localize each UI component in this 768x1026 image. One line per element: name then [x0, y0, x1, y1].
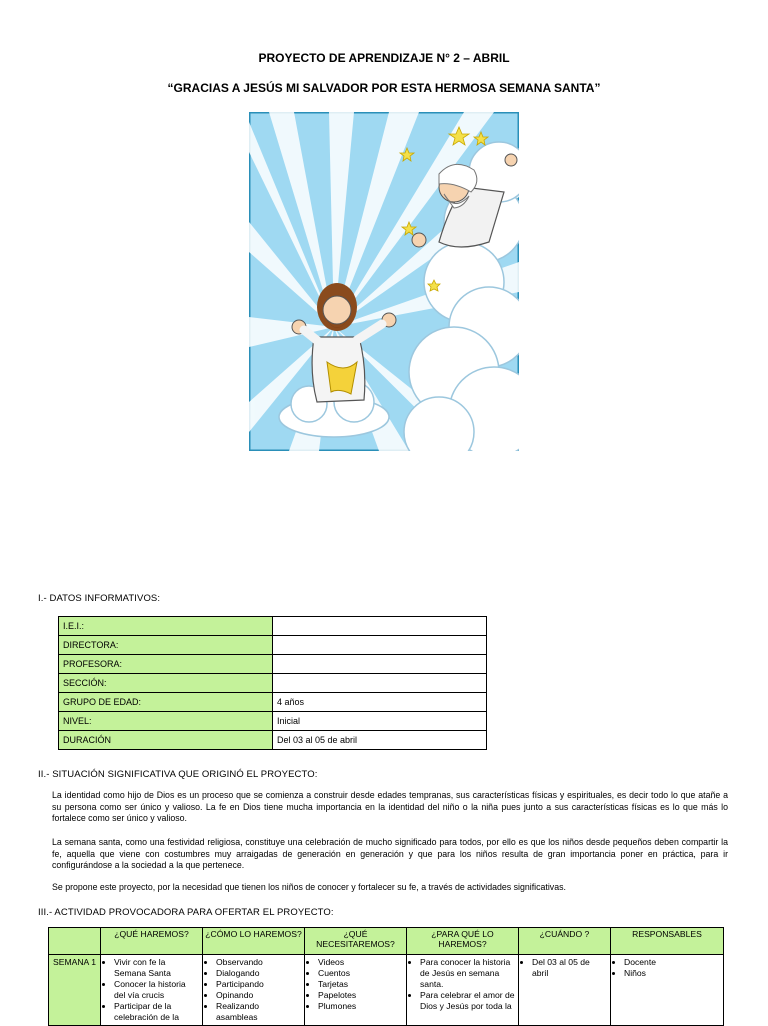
row-value — [273, 655, 487, 674]
list-item: • Participar de la celebración de la — [114, 1001, 199, 1023]
column-header — [49, 928, 101, 955]
list-item: • Cuentos — [318, 968, 403, 979]
row-value: Inicial — [273, 712, 487, 731]
situacion-paragraph-2: La semana santa, como una festividad religiosa, constituye una celebración de mucho significado para todos, por ello es que los niños desde pequeños deben compartir la fe, aquella que viene con costumbres muy arraigadas de generación en generación y que para los niños resulta de gran importancia poner en práctica, para ir configurándose a la sociedad a la que pertenece. — [52, 837, 728, 870]
list-item: • Dialogando — [216, 968, 301, 979]
row-value — [273, 617, 487, 636]
row-label: GRUPO DE EDAD: — [59, 693, 273, 712]
column-header: ¿CUÁNDO ? — [519, 928, 611, 955]
como-lo-haremos-cell — [203, 955, 305, 1026]
list-item: • Niños — [624, 968, 720, 979]
list-item: • Participando — [216, 979, 301, 990]
list-item: • Videos — [318, 957, 403, 968]
table-row — [59, 655, 487, 674]
list-item: • Observando — [216, 957, 301, 968]
table-row — [59, 674, 487, 693]
column-header: ¿CÓMO LO HAREMOS? — [203, 928, 305, 955]
table-row — [59, 636, 487, 655]
list-item: • Para conocer la historia de Jesús en semana santa. — [420, 957, 515, 990]
table-row — [59, 693, 487, 712]
row-label: I.E.I.: — [59, 617, 273, 636]
table-header-row — [49, 928, 724, 955]
document-subtitle: “GRACIAS A JESÚS MI SALVADOR POR ESTA HERMOSA SEMANA SANTA” — [167, 81, 601, 95]
column-header: RESPONSABLES — [611, 928, 724, 955]
list-item: • Realizando asambleas — [216, 1001, 301, 1023]
document-title: PROYECTO DE APRENDIZAJE N° 2 – ABRIL — [258, 51, 510, 65]
row-label: NIVEL: — [59, 712, 273, 731]
section-situacion-heading: II.- SITUACIÓN SIGNIFICATIVA QUE ORIGINÓ EL PROYECTO: — [38, 769, 318, 780]
row-label: SECCIÓN: — [59, 674, 273, 693]
row-value — [273, 636, 487, 655]
column-header: ¿PARA QUÉ LO HAREMOS? — [407, 928, 519, 955]
que-haremos-cell — [101, 955, 203, 1026]
list-item: • Docente — [624, 957, 720, 968]
para-que-cell — [407, 955, 519, 1026]
row-value — [273, 674, 487, 693]
table-row — [59, 712, 487, 731]
list-item: • Opinando — [216, 990, 301, 1001]
list-item: • Plumones — [318, 1001, 403, 1012]
list-item: • Del 03 al 05 de abril — [532, 957, 607, 979]
table-row — [49, 955, 724, 1026]
row-label: PROFESORA: — [59, 655, 273, 674]
semana-cell: SEMANA 1 — [49, 955, 101, 1026]
table-row — [59, 617, 487, 636]
column-header: ¿QUÉ HAREMOS? — [101, 928, 203, 955]
column-header: ¿QUÉ NECESITAREMOS? — [305, 928, 407, 955]
jesus-ascension-illustration — [249, 112, 519, 451]
table-row — [59, 731, 487, 750]
row-value: 4 años — [273, 693, 487, 712]
datos-informativos-table — [58, 616, 487, 750]
responsables-cell — [611, 955, 724, 1026]
row-value: Del 03 al 05 de abril — [273, 731, 487, 750]
actividad-table — [48, 927, 724, 1026]
row-label: DIRECTORA: — [59, 636, 273, 655]
list-item: • Vivir con fe la Semana Santa — [114, 957, 199, 979]
list-item: • Conocer la historia del vía crucis — [114, 979, 199, 1001]
row-label: DURACIÓN — [59, 731, 273, 750]
list-item: • Papelotes — [318, 990, 403, 1001]
section-datos-heading: I.- DATOS INFORMATIVOS: — [38, 593, 161, 604]
situacion-paragraph-1: La identidad como hijo de Dios es un proceso que se comienza a construir desde edades tempranas, sus características físicas y espirituales, es decir todo lo que atañe a su persona como ser único y valioso. La fe en Dios tiene mucha importancia en la identidad del niño o la niña pues junto a sus características físicas es lo que más lo fortalece como ser único y valioso. — [52, 790, 728, 823]
list-item: • Para celebrar el amor de Dios y Jesús por toda la — [420, 990, 515, 1012]
que-necesitaremos-cell — [305, 955, 407, 1026]
section-actividad-heading: III.- ACTIVIDAD PROVOCADORA PARA OFERTAR EL PROYECTO: — [38, 907, 334, 918]
cuando-cell — [519, 955, 611, 1026]
list-item: • Tarjetas — [318, 979, 403, 990]
situacion-paragraph-3: Se propone este proyecto, por la necesidad que tienen los niños de conocer y fortalecer su fe, a través de actividades significativas. — [52, 882, 566, 892]
